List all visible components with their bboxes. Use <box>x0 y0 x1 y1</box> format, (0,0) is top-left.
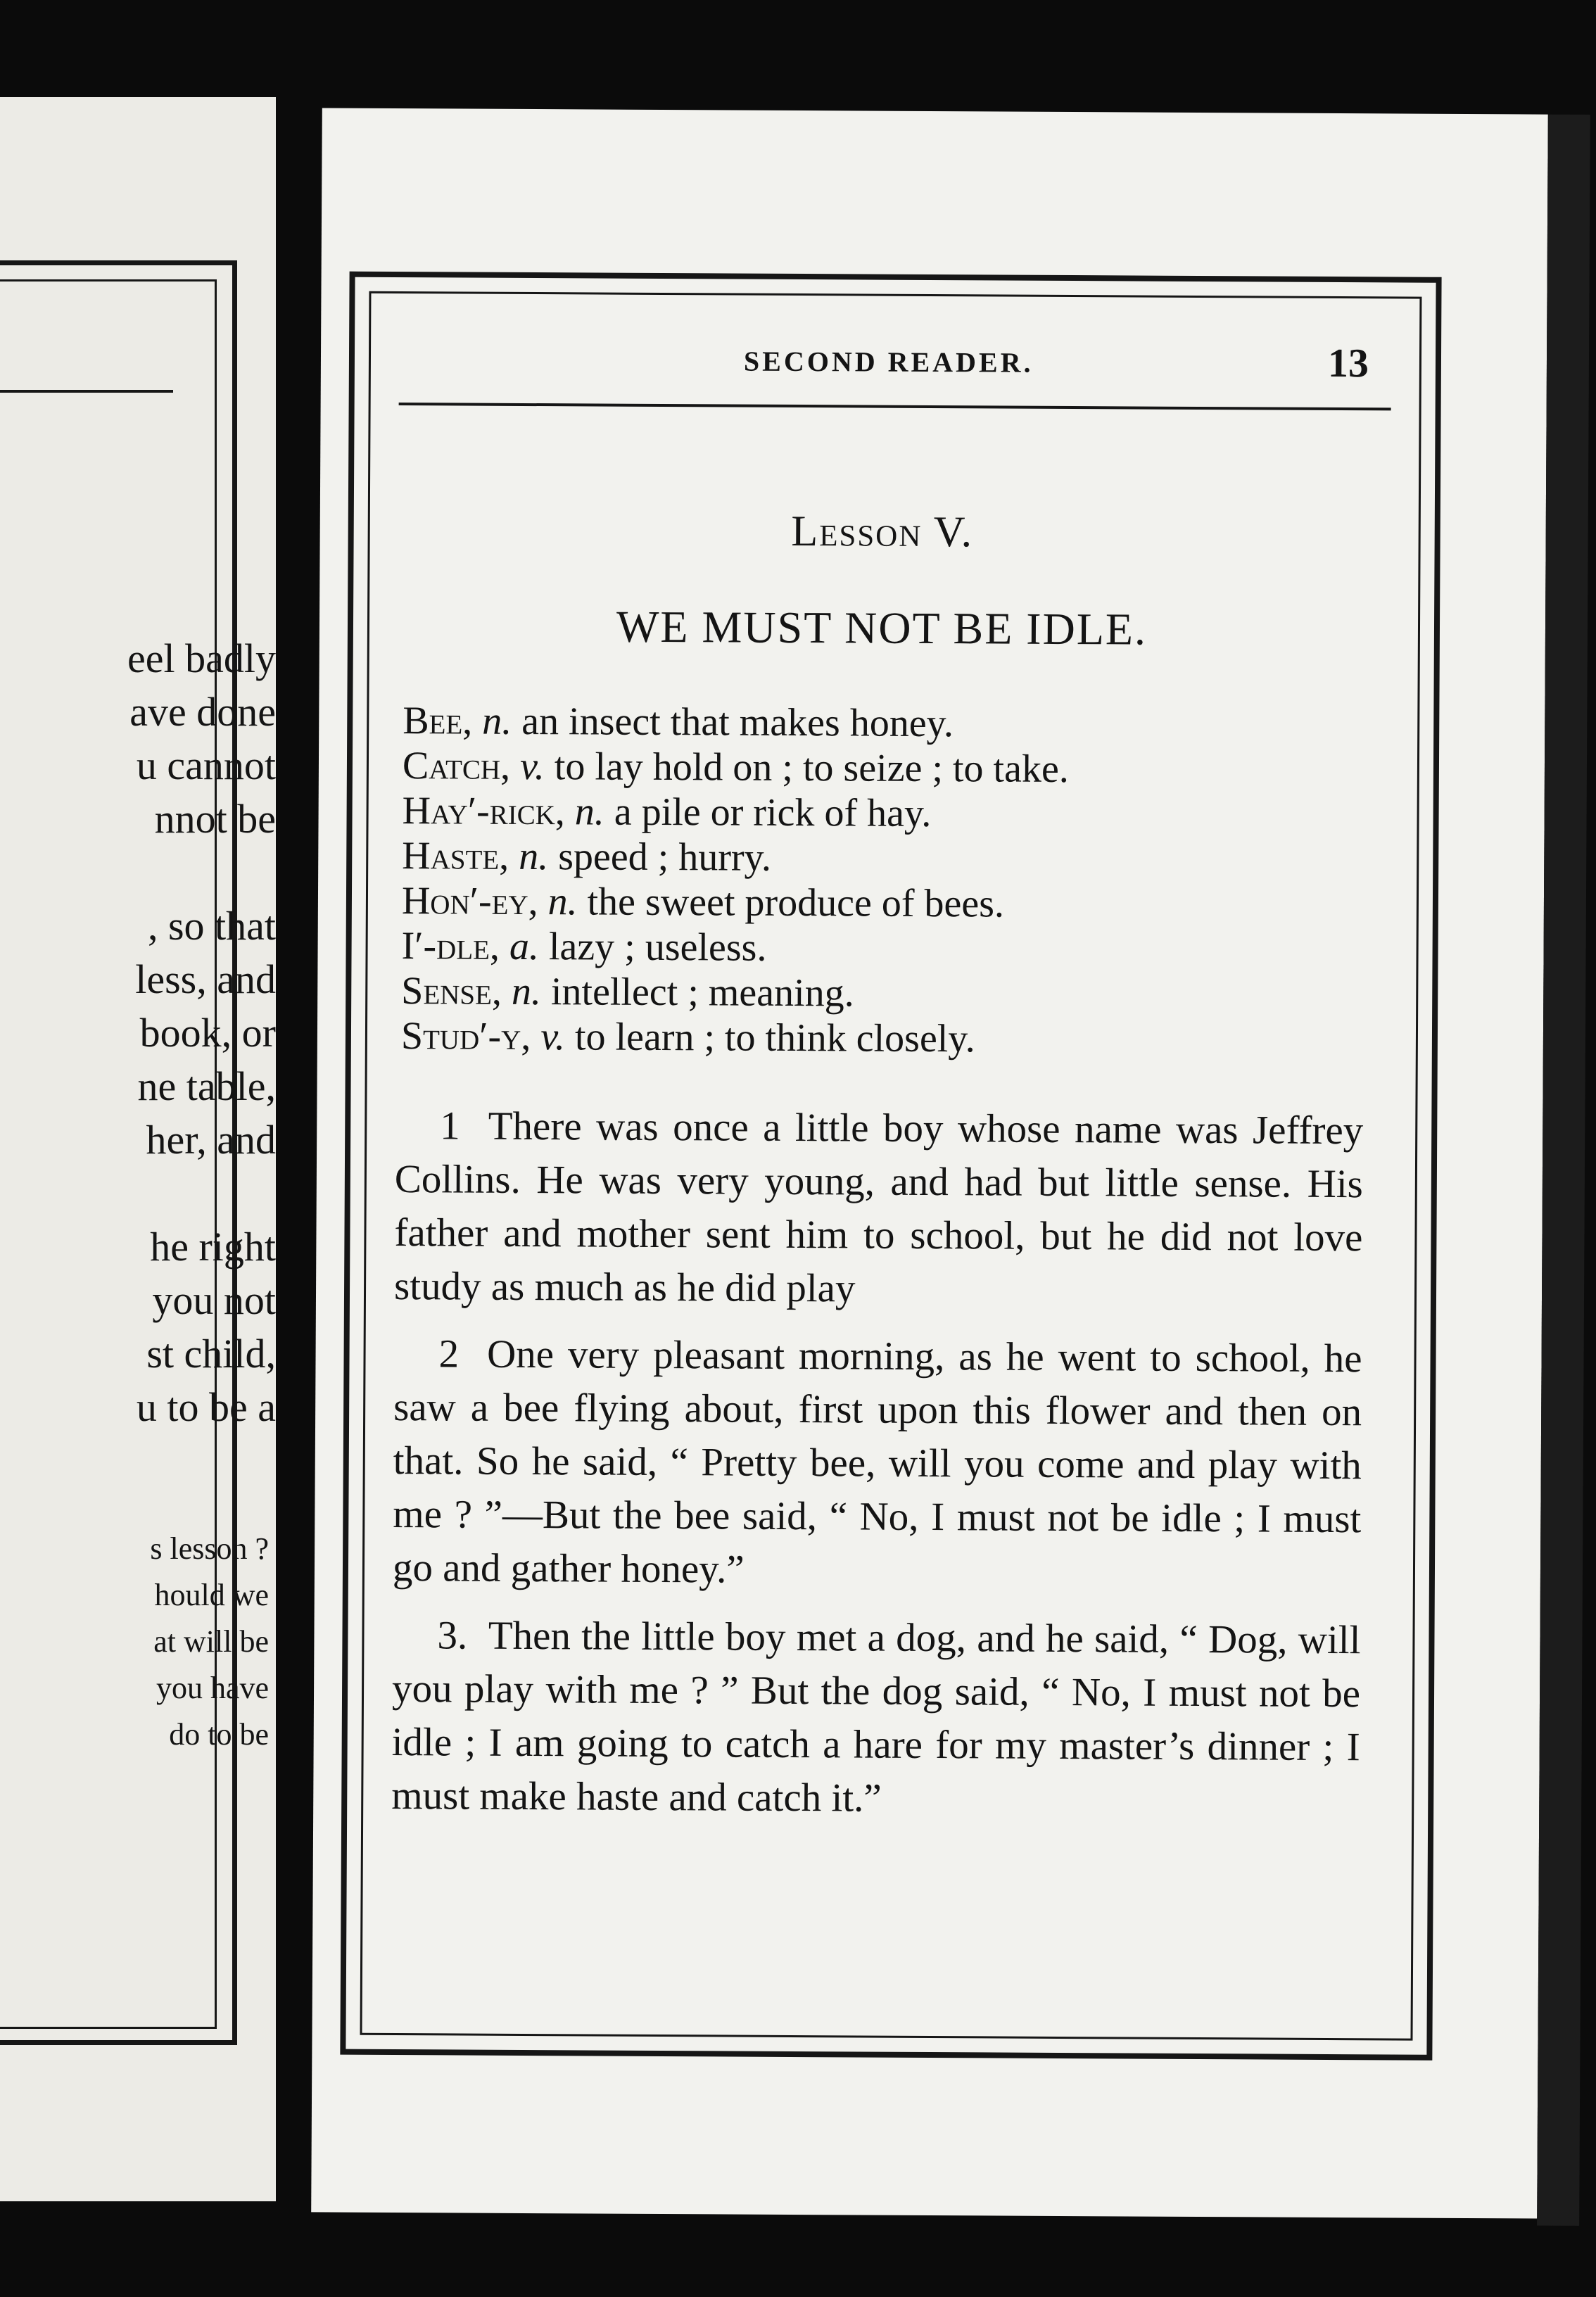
previous-page-line <box>0 846 276 899</box>
previous-page-line: eel badly <box>127 635 276 681</box>
definition: to learn ; to think closely. <box>574 1015 975 1061</box>
vocabulary-word: Hon′-ey <box>401 879 528 924</box>
header-rule <box>399 403 1391 410</box>
story-paragraph <box>393 1327 1362 1600</box>
previous-page-question-line: do to be <box>169 1717 269 1752</box>
vocabulary-list <box>401 698 1339 1063</box>
previous-page-line: , so that <box>147 903 276 949</box>
book-page <box>311 108 1548 2218</box>
previous-page-line: book, or <box>139 1010 276 1056</box>
part-of-speech: a. <box>509 924 540 969</box>
definition: a pile or rick of hay. <box>614 790 932 836</box>
part-of-speech: n. <box>519 834 549 879</box>
vocabulary-entry: Catch, v. to lay hold on ; to seize ; to take. <box>402 744 1069 792</box>
vocabulary-word: Bee <box>403 699 463 743</box>
page-border-inner <box>360 291 1422 2041</box>
previous-page-questions <box>0 1526 269 1758</box>
story-paragraph <box>394 1099 1364 1318</box>
definition: an insect that makes honey. <box>521 699 954 746</box>
previous-page-text <box>0 632 276 1434</box>
previous-page-line: nnot be <box>154 796 276 842</box>
previous-page-line: he right <box>150 1224 276 1270</box>
vocabulary-word: Catch <box>402 744 501 788</box>
previous-page-header-rule <box>0 390 173 393</box>
part-of-speech: n. <box>482 699 512 743</box>
vocabulary-word: Haste <box>402 834 500 878</box>
paragraph-number: 3. <box>437 1613 468 1658</box>
definition: speed ; hurry. <box>558 835 772 880</box>
book-spine-gutter <box>276 113 318 2203</box>
previous-page-question-line: at will be <box>153 1624 269 1659</box>
paragraph-text: Then the little boy met a dog, and he said, “ Dog, will you play with me ? ” But the dog said, “ No, I must not be idle ; I am going to catch a hare for my master’s dinner ; I must make haste and catch it.” <box>391 1613 1361 1821</box>
paragraph-text: One very pleasant morning, as he went to school, he saw a bee flying about, first upon this flower and then on that. So he said, “ Pretty bee, will you come and play with me ? ”—But the bee said, “ No, I must not be idle ; I must go and gather honey.” <box>392 1331 1362 1592</box>
previous-page-line: less, and <box>135 956 276 1002</box>
running-head: SECOND READER. <box>743 345 1034 379</box>
vocabulary-entry: Stud′-y, v. to learn ; to think closely. <box>400 1014 975 1061</box>
previous-page-line: you not <box>152 1277 276 1323</box>
part-of-speech: n. <box>511 969 542 1014</box>
paragraph-number: 1 <box>440 1103 460 1148</box>
vocabulary-word: Stud′-y <box>400 1014 521 1058</box>
lesson-number: Lesson V. <box>791 507 974 557</box>
previous-page-line: ne table, <box>137 1063 276 1109</box>
page-border-outer <box>340 272 1441 2061</box>
previous-page <box>0 97 276 2201</box>
part-of-speech: v. <box>519 744 545 789</box>
vocabulary-word: I′-dle <box>401 924 490 968</box>
page-number: 13 <box>1327 339 1369 386</box>
vocabulary-entry: I′-dle, a. lazy ; useless. <box>401 924 767 970</box>
previous-page-line: ave done <box>129 689 276 735</box>
paragraph-text: There was once a little boy whose name was Jeffrey Collins. He was very young, and had but little sense. His father and mother sent him to school, but he did not love study as much as he did play <box>393 1103 1364 1311</box>
vocabulary-entry: Haste, n. speed ; hurry. <box>402 834 772 880</box>
definition: lazy ; useless. <box>548 925 767 970</box>
previous-page-line: her, and <box>146 1117 276 1163</box>
definition: intellect ; meaning. <box>550 970 854 1015</box>
previous-page-line: st child, <box>146 1331 276 1377</box>
lesson-title: WE MUST NOT BE IDLE. <box>616 601 1148 654</box>
previous-page-question-line: s lesson ? <box>150 1531 269 1566</box>
vocabulary-entry: Hon′-ey, n. the sweet produce of bees. <box>401 879 1005 926</box>
previous-page-line <box>0 1167 276 1220</box>
vocabulary-entry: Bee, n. an insect that makes honey. <box>403 699 954 746</box>
vocabulary-entry: Hay′-rick, n. a pile or rick of hay. <box>402 789 932 836</box>
page-edge-shadow <box>1537 115 1590 2226</box>
previous-page-question-line: hould we <box>154 1578 269 1612</box>
paragraph-number: 2 <box>438 1331 460 1377</box>
previous-page-line: u cannot <box>136 742 276 788</box>
part-of-speech: v. <box>540 1015 566 1059</box>
vocabulary-entry: Sense, n. intellect ; meaning. <box>401 969 854 1015</box>
part-of-speech: n. <box>574 790 605 834</box>
definition: the sweet produce of bees. <box>587 880 1005 926</box>
story-paragraph <box>391 1609 1361 1828</box>
vocabulary-word: Hay′-rick <box>402 789 556 834</box>
lesson-story <box>391 1099 1363 1842</box>
part-of-speech: n. <box>547 880 578 924</box>
previous-page-question-line: you have <box>156 1671 269 1705</box>
vocabulary-word: Sense <box>401 969 493 1013</box>
definition: to lay hold on ; to seize ; to take. <box>554 745 1069 792</box>
previous-page-line: u to be a <box>136 1384 276 1430</box>
